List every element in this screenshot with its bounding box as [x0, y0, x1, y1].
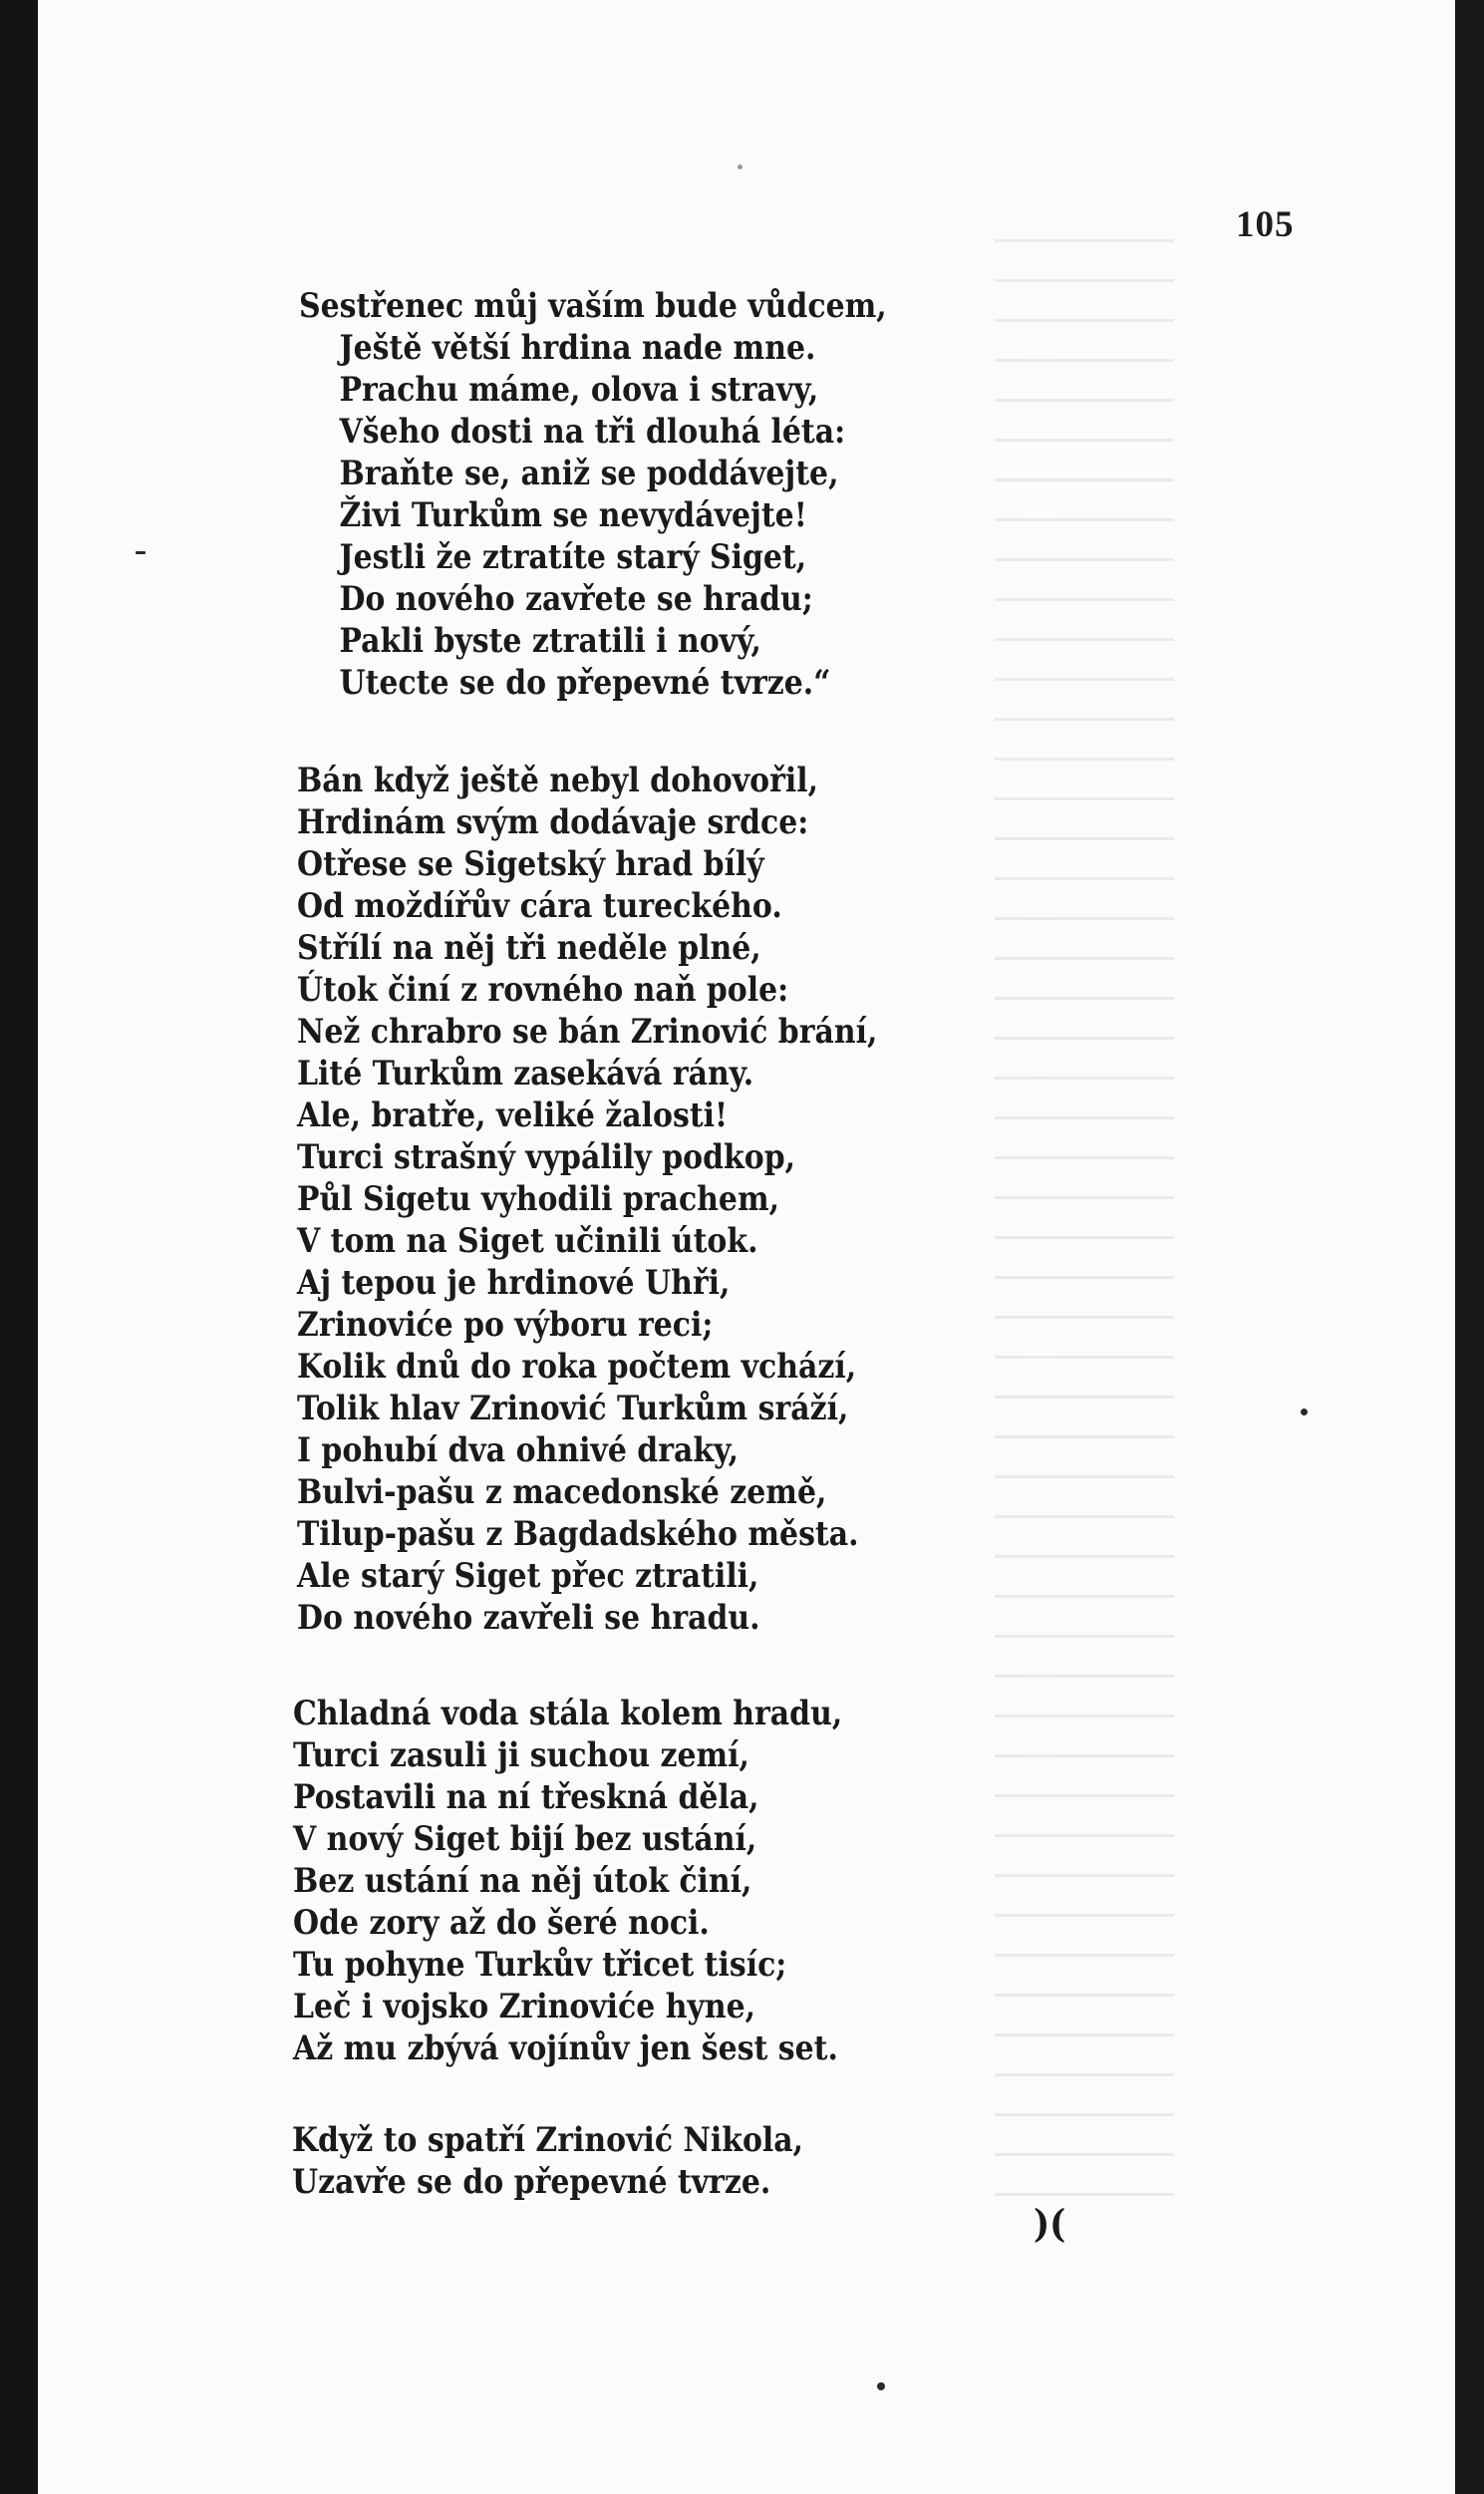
verse-line: Útok činí z rovného naň pole: [297, 970, 789, 1010]
scan-border-left [0, 0, 38, 2494]
verse-line: Leč i vojsko Zrinoviće hyne, [293, 1987, 756, 2026]
verse-line: Prachu máme, olova i stravy, [339, 370, 819, 410]
verse-line: Aj tepou je hrdinové Uhři, [297, 1263, 731, 1303]
verse-line: Zrinoviće po výboru reci; [297, 1305, 714, 1345]
verse-line: Ale starý Siget přec ztratili, [297, 1556, 759, 1596]
verse-line: Živi Turkům se nevydávejte! [339, 495, 807, 535]
verse-line: Ale, bratře, veliké žalosti! [297, 1095, 729, 1135]
verse-line: V nový Siget bijí bez ustání, [293, 1819, 757, 1859]
verse-line: Hrdinám svým dodávaje srdce: [297, 802, 809, 842]
stanza-1 [299, 285, 887, 704]
page-number: 105 [1236, 204, 1295, 245]
verse-line: Turci zasuli ji suchou zemí, [293, 1735, 749, 1775]
verse-line: Jestli že ztratíte starý Siget, [339, 537, 807, 577]
verse-line: Do nového zavřete se hradu; [339, 579, 813, 619]
stanza-2 [297, 760, 877, 1639]
verse-line: Bán když ještě nebyl dohovořil, [297, 761, 818, 800]
verse-line: Bulvi-pašu z macedonské země, [297, 1472, 827, 1512]
stanza-4 [292, 2119, 803, 2203]
verse-line: V tom na Siget učinili útok. [297, 1221, 758, 1261]
verse-line: Turci strašný vypálily podkop, [297, 1137, 796, 1177]
verse-line: Kolik dnů do roka počtem vchází, [297, 1347, 857, 1387]
verse-line: Bez ustání na něj útok činí, [293, 1861, 752, 1901]
verse-line: Ode zory až do šeré noci. [293, 1903, 710, 1943]
ink-speck [136, 551, 146, 554]
stanza-3 [293, 1693, 842, 2069]
verse-line: Postavili na ní třeskná děla, [293, 1777, 759, 1817]
verse-line: Chladná voda stála kolem hradu, [293, 1694, 843, 1733]
verse-line: Od moždířův cára tureckého. [297, 886, 782, 926]
verse-line: I pohubí dva ohnivé draky, [297, 1430, 740, 1470]
verse-line: Do nového zavřeli se hradu. [297, 1598, 760, 1638]
verse-line: Sestřenec můj vaším bude vůdcem, [299, 286, 887, 326]
verse-line: Střílí na něj tři neděle plné, [297, 928, 761, 968]
verse-line: Uzavře se do přepevné tvrze. [292, 2162, 771, 2202]
verse-line: Tilup-pašu z Bagdadského města. [297, 1514, 859, 1554]
verse-line: Tu pohyne Turkův třicet tisíc; [293, 1945, 787, 1985]
signature-mark: )( [1034, 2201, 1066, 2246]
show-through-text [995, 239, 1174, 2233]
ink-speck [1301, 1408, 1308, 1415]
verse-line: Půl Sigetu vyhodili prachem, [297, 1179, 780, 1219]
ink-speck [738, 164, 742, 169]
scan-border-right [1455, 0, 1484, 2494]
ink-speck [877, 2382, 885, 2390]
verse-line: Utecte se do přepevné tvrze.“ [339, 663, 831, 703]
verse-line: Tolik hlav Zrinović Turkům sráží, [297, 1389, 849, 1428]
verse-line: Než chrabro se bán Zrinović brání, [297, 1012, 878, 1052]
verse-line: Otřese se Sigetský hrad bílý [297, 844, 764, 884]
verse-line: Ještě větší hrdina nade mne. [339, 328, 816, 368]
verse-line: Lité Turkům zasekává rány. [297, 1054, 754, 1093]
verse-line: Když to spatří Zrinović Nikola, [292, 2120, 804, 2160]
verse-line: Braňte se, aniž se poddávejte, [339, 454, 839, 493]
verse-line: Až mu zbývá vojínův jen šest set. [293, 2028, 838, 2068]
verse-line: Pakli byste ztratili i nový, [339, 621, 761, 661]
verse-line: Všeho dosti na tři dlouhá léta: [339, 412, 846, 452]
